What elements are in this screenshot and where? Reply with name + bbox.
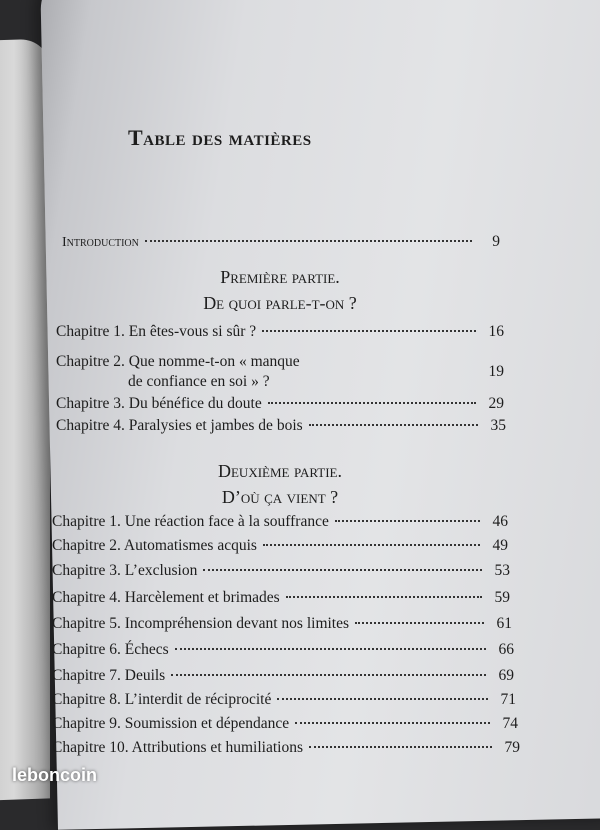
toc-entry [52, 614, 512, 634]
toc-entry-label: Chapitre 4. Harcèlement et brimades [52, 589, 280, 606]
leader-dots [277, 698, 488, 700]
toc-entry-label: Chapitre 6. Échecs [52, 641, 169, 658]
toc-entry [52, 640, 514, 660]
toc-entry-label: Chapitre 3. L’exclusion [52, 562, 198, 579]
part-heading [130, 458, 430, 510]
leader-dots [203, 569, 482, 571]
toc-entry-label: Chapitre 10. Attributions et humiliations [52, 739, 303, 756]
toc-entry-page: 66 [498, 641, 514, 658]
leader-dots [355, 622, 484, 624]
part-heading-line2: De quoi parle-t-on ? [203, 293, 357, 313]
leader-dots [276, 380, 476, 382]
toc-entry-continued [56, 363, 504, 392]
toc-entry-page: 29 [488, 395, 504, 412]
leader-dots [268, 402, 476, 404]
part-heading-line1: Deuxième partie. [217, 461, 342, 481]
toc-entry-label: Chapitre 2. Automatismes acquis [52, 537, 257, 554]
leader-dots [262, 330, 476, 332]
toc-entry-page: 71 [500, 691, 516, 708]
page-title: Table des matières [128, 125, 312, 150]
part-heading-line2: D’où ça vient ? [221, 487, 339, 507]
toc-entry-label: Chapitre 3. Du bénéfice du doute [56, 395, 262, 412]
toc-entry-label: Chapitre 1. En êtes-vous si sûr ? [56, 323, 257, 340]
toc-entry-page: 79 [504, 739, 520, 756]
toc-entry-page: 61 [496, 615, 512, 632]
leader-dots [286, 596, 482, 598]
toc-entry-page: 49 [492, 537, 508, 554]
leader-dots [171, 674, 486, 676]
toc-content [10, 0, 560, 800]
toc-entry-page: 59 [494, 589, 510, 606]
toc-entry-page: 9 [492, 233, 500, 250]
part-heading [130, 264, 430, 316]
toc-entry-page: 69 [498, 667, 514, 684]
toc-entry-label: Chapitre 5. Incompréhension devant nos limites [52, 615, 350, 632]
toc-entry-label: Chapitre 7. Deuils [52, 667, 166, 684]
toc-entry-label: Chapitre 4. Paralysies et jambes de bois [56, 417, 303, 434]
leader-dots [295, 722, 490, 724]
leader-dots [175, 648, 486, 650]
toc-entry [56, 352, 504, 372]
toc-entry-label: Introduction [62, 235, 139, 250]
leboncoin-watermark: leboncoin [12, 765, 97, 785]
part-heading-line1: Première partie. [220, 267, 340, 287]
toc-entry [52, 738, 520, 758]
leader-dots [335, 520, 480, 522]
toc-entry-label-continued: de confiance en soi » ? [128, 373, 270, 390]
toc-entry [52, 690, 516, 710]
leader-dots [145, 240, 472, 242]
toc-entry-introduction [62, 232, 500, 253]
toc-entry-page: 74 [502, 715, 518, 732]
toc-entry-page: 46 [492, 513, 508, 530]
toc-entry [56, 416, 506, 436]
toc-entry [52, 536, 508, 556]
toc-entry-label: Chapitre 2. Que nomme-t-on « manque [56, 353, 300, 370]
toc-entry [52, 512, 508, 532]
toc-entry-page: 53 [494, 562, 510, 579]
toc-entry [52, 714, 518, 734]
leader-dots [309, 746, 492, 748]
toc-entry-label: Chapitre 9. Soumission et dépendance [52, 715, 290, 732]
leader-dots [309, 424, 478, 426]
toc-entry-page: 35 [490, 417, 506, 434]
toc-entry [56, 322, 504, 342]
toc-entry-page: 16 [488, 323, 504, 340]
toc-entry [52, 561, 510, 581]
toc-entry [52, 588, 510, 608]
toc-entry [56, 394, 504, 414]
toc-entry-page: 19 [488, 363, 504, 380]
leader-dots [263, 544, 480, 546]
toc-entry [52, 666, 514, 686]
toc-entry-label: Chapitre 8. L’interdit de réciprocité [52, 691, 272, 708]
toc-entry-label: Chapitre 1. Une réaction face à la souffrance [52, 513, 329, 530]
